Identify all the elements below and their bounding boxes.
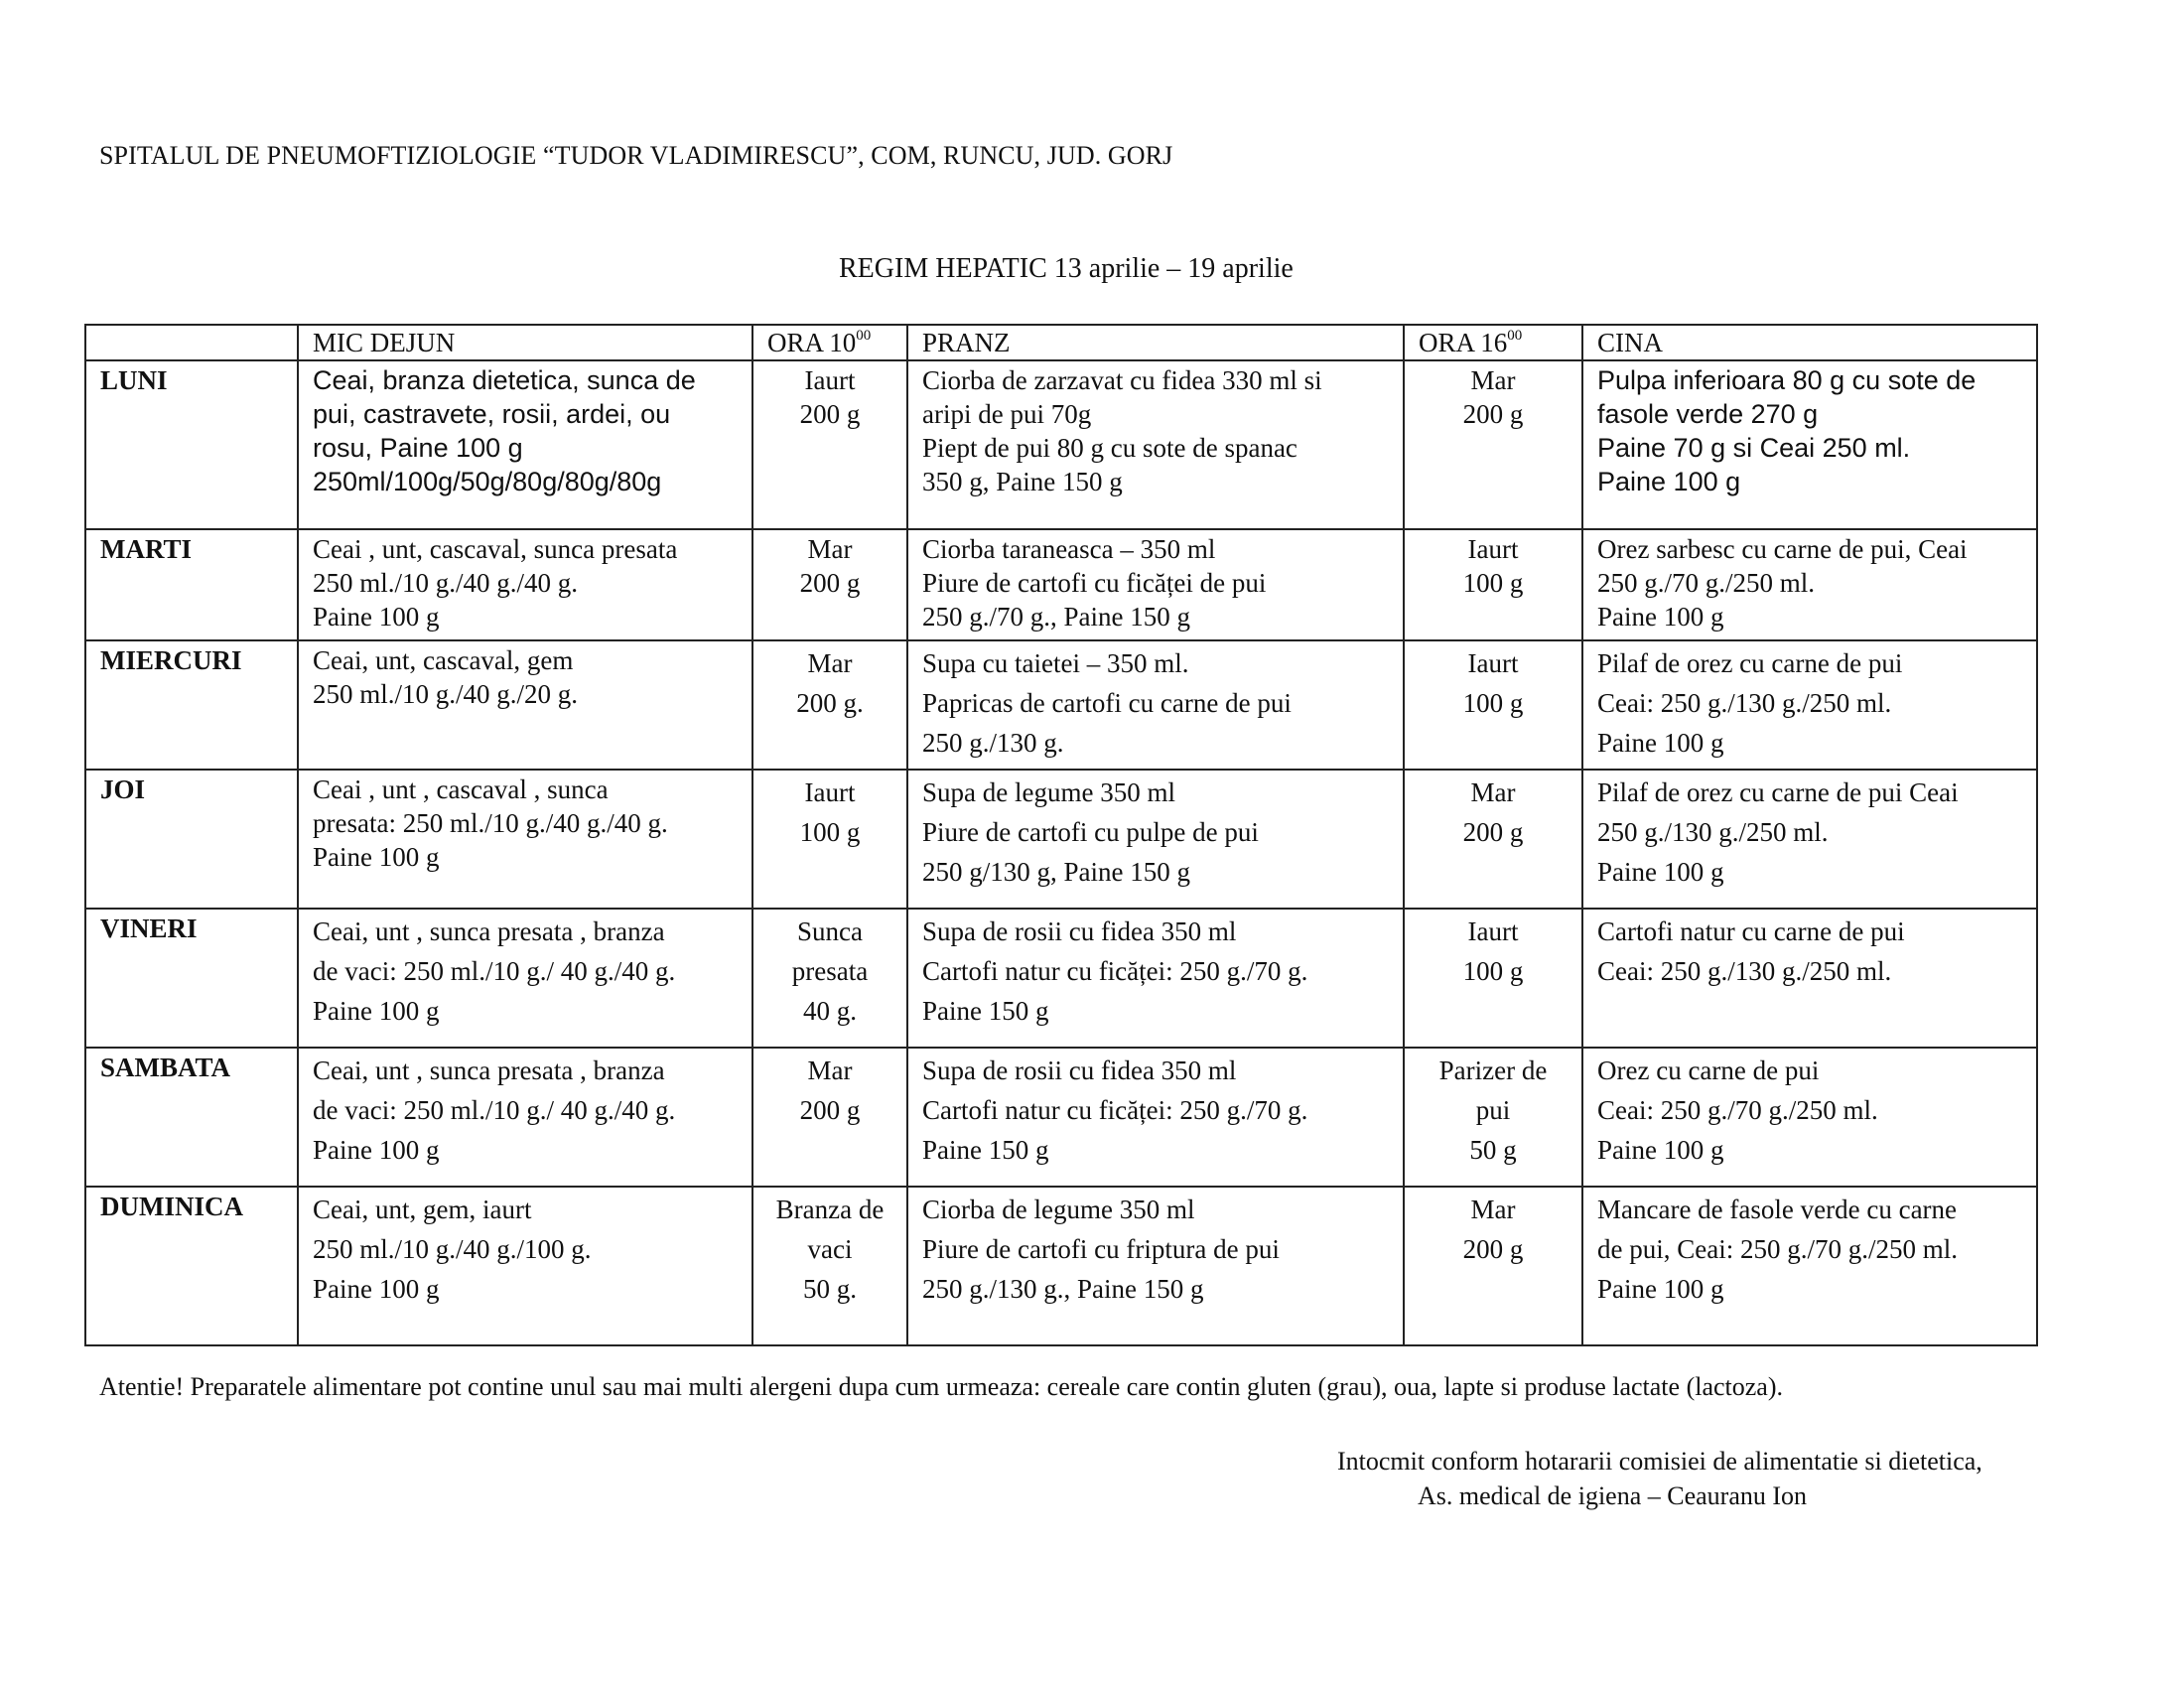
- snack2-line: Parizer de: [1438, 1055, 1548, 1085]
- breakfast-line: Ceai, unt, cascaval, gem: [313, 645, 574, 675]
- snack1-line: 200 g: [799, 1095, 861, 1125]
- dinner-line: Paine 100 g: [1597, 728, 1724, 758]
- snack2-cell: [1404, 640, 1582, 770]
- lunch-cell: [907, 640, 1404, 770]
- snack1-line: 200 g: [799, 399, 861, 429]
- lunch-line: Cartofi natur cu ficăței: 250 g./70 g.: [922, 1095, 1308, 1125]
- dinner-line: Paine 100 g: [1597, 467, 1741, 496]
- allergen-notice: Atentie! Preparatele alimentare pot contine unul sau mai multi alergeni dupa cum urmeaza: cereale care contin gluten (grau), oua, lapte si produse lactate (lactoza).: [99, 1372, 1783, 1401]
- lunch-line: Papricas de cartofi cu carne de pui: [922, 688, 1292, 718]
- lunch-line: aripi de pui 70g: [922, 399, 1092, 429]
- table-row: [85, 360, 2037, 529]
- snack2-line: 200 g: [1462, 817, 1524, 847]
- snack1-line: Sunca: [797, 916, 863, 946]
- table-row: [85, 770, 2037, 909]
- dinner-cell: [1582, 1048, 2037, 1187]
- header-lunch: PRANZ: [907, 325, 1404, 360]
- lunch-line: Supa de legume 350 ml: [922, 777, 1175, 807]
- snack2-cell: [1404, 1048, 1582, 1187]
- dinner-line: Pulpa inferioara 80 g cu sote de: [1597, 365, 1977, 395]
- table-row: [85, 909, 2037, 1048]
- day-cell: MIERCURI: [85, 640, 298, 770]
- day-cell: SAMBATA: [85, 1048, 298, 1187]
- snack1-line: 50 g.: [803, 1274, 857, 1304]
- snack2-line: 100 g: [1462, 568, 1524, 598]
- snack1-line: Mar: [807, 1055, 853, 1085]
- dinner-cell: [1582, 770, 2037, 909]
- breakfast-line: Paine 100 g: [313, 602, 440, 632]
- header-snack1: [752, 325, 907, 360]
- breakfast-cell: [298, 360, 752, 529]
- lunch-cell: [907, 360, 1404, 529]
- lunch-line: Paine 150 g: [922, 1135, 1049, 1165]
- dinner-line: Pilaf de orez cu carne de pui Ceai: [1597, 777, 1959, 807]
- breakfast-cell: [298, 770, 752, 909]
- day-cell: MARTI: [85, 529, 298, 640]
- breakfast-line: presata: 250 ml./10 g./40 g./40 g.: [313, 808, 668, 838]
- snack1-line: Mar: [807, 534, 853, 564]
- dinner-line: Paine 100 g: [1597, 602, 1724, 632]
- lunch-line: Supa de rosii cu fidea 350 ml: [922, 1055, 1237, 1085]
- breakfast-line: Ceai , unt, cascaval, sunca presata: [313, 534, 678, 564]
- snack1-cell: [752, 529, 907, 640]
- lunch-line: Paine 150 g: [922, 996, 1049, 1026]
- header-snack2-label: ORA 16: [1419, 328, 1508, 357]
- header-snack2-sup: 00: [1507, 328, 1523, 344]
- dinner-line: Paine 100 g: [1597, 1135, 1724, 1165]
- snack2-cell: [1404, 360, 1582, 529]
- page-title: REGIM HEPATIC 13 aprilie – 19 aprilie: [839, 253, 1294, 284]
- breakfast-line: Ceai, unt, gem, iaurt: [313, 1195, 532, 1224]
- snack2-line: Mar: [1470, 777, 1516, 807]
- breakfast-line: Paine 100 g: [313, 842, 440, 872]
- lunch-line: 250 g/130 g, Paine 150 g: [922, 857, 1190, 887]
- snack1-line: 200 g: [799, 568, 861, 598]
- breakfast-line: pui, castravete, rosii, ardei, ou: [313, 399, 671, 429]
- breakfast-line: de vaci: 250 ml./10 g./ 40 g./40 g.: [313, 1095, 676, 1125]
- snack2-line: 100 g: [1462, 688, 1524, 718]
- dinner-cell: [1582, 1187, 2037, 1345]
- header-dinner: CINA: [1582, 325, 2037, 360]
- dinner-line: 250 g./70 g./250 ml.: [1597, 568, 1816, 598]
- snack2-cell: [1404, 770, 1582, 909]
- lunch-cell: [907, 1187, 1404, 1345]
- header-snack1-label: ORA 10: [767, 328, 857, 357]
- lunch-line: Piept de pui 80 g cu sote de spanac: [922, 433, 1297, 463]
- snack1-line: 40 g.: [803, 996, 857, 1026]
- snack2-line: Iaurt: [1467, 916, 1519, 946]
- dinner-cell: [1582, 909, 2037, 1048]
- snack1-cell: [752, 770, 907, 909]
- snack1-cell: [752, 909, 907, 1048]
- lunch-line: 250 g./130 g., Paine 150 g: [922, 1274, 1204, 1304]
- dinner-line: Mancare de fasole verde cu carne: [1597, 1195, 1958, 1224]
- snack2-line: 100 g: [1462, 956, 1524, 986]
- lunch-line: Piure de cartofi cu friptura de pui: [922, 1234, 1280, 1264]
- hospital-name: SPITALUL DE PNEUMOFTIZIOLOGIE “TUDOR VLADIMIRESCU”, COM, RUNCU, JUD. GORJ: [99, 141, 1173, 170]
- snack1-line: Branza de: [775, 1195, 885, 1224]
- table-row: [85, 529, 2037, 640]
- day-cell: LUNI: [85, 360, 298, 529]
- dinner-line: Orez cu carne de pui: [1597, 1055, 1820, 1085]
- snack1-line: vaci: [807, 1234, 853, 1264]
- snack1-line: 200 g.: [796, 688, 864, 718]
- dinner-line: 250 g./130 g./250 ml.: [1597, 817, 1829, 847]
- snack2-line: Iaurt: [1467, 648, 1519, 678]
- table-row: [85, 1187, 2037, 1345]
- dinner-cell: [1582, 360, 2037, 529]
- dinner-line: Ceai: 250 g./130 g./250 ml.: [1597, 956, 1892, 986]
- snack1-line: Iaurt: [804, 777, 856, 807]
- breakfast-line: 250 ml./10 g./40 g./100 g.: [313, 1234, 592, 1264]
- breakfast-cell: [298, 529, 752, 640]
- breakfast-line: rosu, Paine 100 g: [313, 433, 523, 463]
- breakfast-line: 250 ml./10 g./40 g./40 g.: [313, 568, 579, 598]
- signature-line-1: Intocmit conform hotararii comisiei de alimentatie si dietetica,: [1337, 1447, 1982, 1476]
- snack1-line: Iaurt: [804, 365, 856, 395]
- snack1-cell: [752, 640, 907, 770]
- lunch-cell: [907, 770, 1404, 909]
- snack2-line: Mar: [1470, 365, 1516, 395]
- snack1-line: 100 g: [799, 817, 861, 847]
- lunch-line: Piure de cartofi cu ficăței de pui: [922, 568, 1267, 598]
- dinner-line: Paine 100 g: [1597, 857, 1724, 887]
- signature-line-2: As. medical de igiena – Ceauranu Ion: [1418, 1481, 1808, 1510]
- breakfast-line: Ceai, branza dietetica, sunca de: [313, 365, 696, 395]
- header-snack2: [1404, 325, 1582, 360]
- snack1-line: Mar: [807, 648, 853, 678]
- breakfast-line: 250 ml./10 g./40 g./20 g.: [313, 679, 579, 709]
- day-cell: DUMINICA: [85, 1187, 298, 1345]
- table-header-row: [85, 325, 2037, 360]
- header-empty-cell: [85, 325, 298, 360]
- breakfast-cell: [298, 640, 752, 770]
- lunch-line: 350 g, Paine 150 g: [922, 467, 1123, 496]
- day-cell: VINERI: [85, 909, 298, 1048]
- table-row: [85, 1048, 2037, 1187]
- dinner-line: Ceai: 250 g./130 g./250 ml.: [1597, 688, 1892, 718]
- snack1-line: presata: [791, 956, 869, 986]
- breakfast-cell: [298, 1187, 752, 1345]
- dinner-cell: [1582, 529, 2037, 640]
- snack2-line: 50 g: [1469, 1135, 1517, 1165]
- breakfast-line: 250ml/100g/50g/80g/80g/80g: [313, 467, 662, 496]
- snack1-cell: [752, 1187, 907, 1345]
- lunch-line: 250 g./130 g.: [922, 728, 1064, 758]
- lunch-line: Supa cu taietei – 350 ml.: [922, 648, 1189, 678]
- snack2-line: pui: [1475, 1095, 1511, 1125]
- breakfast-line: Ceai, unt , sunca presata , branza: [313, 916, 665, 946]
- dinner-cell: [1582, 640, 2037, 770]
- dinner-line: Pilaf de orez cu carne de pui: [1597, 648, 1903, 678]
- menu-table: [84, 324, 2038, 1346]
- snack2-line: 200 g: [1462, 399, 1524, 429]
- day-cell: JOI: [85, 770, 298, 909]
- breakfast-line: Ceai, unt , sunca presata , branza: [313, 1055, 665, 1085]
- dinner-line: Cartofi natur cu carne de pui: [1597, 916, 1905, 946]
- lunch-cell: [907, 909, 1404, 1048]
- breakfast-line: de vaci: 250 ml./10 g./ 40 g./40 g.: [313, 956, 676, 986]
- dinner-line: Paine 70 g si Ceai 250 ml.: [1597, 433, 1911, 463]
- header-snack1-sup: 00: [856, 328, 872, 344]
- breakfast-line: Ceai , unt , cascaval , sunca: [313, 774, 609, 804]
- dinner-line: Paine 100 g: [1597, 1274, 1724, 1304]
- snack2-line: Mar: [1470, 1195, 1516, 1224]
- lunch-line: Supa de rosii cu fidea 350 ml: [922, 916, 1237, 946]
- snack2-cell: [1404, 1187, 1582, 1345]
- lunch-cell: [907, 529, 1404, 640]
- snack1-cell: [752, 360, 907, 529]
- breakfast-cell: [298, 909, 752, 1048]
- table-row: [85, 640, 2037, 770]
- lunch-line: Ciorba taraneasca – 350 ml: [922, 534, 1216, 564]
- lunch-cell: [907, 1048, 1404, 1187]
- breakfast-line: Paine 100 g: [313, 1135, 440, 1165]
- snack2-cell: [1404, 529, 1582, 640]
- dinner-line: Ceai: 250 g./70 g./250 ml.: [1597, 1095, 1878, 1125]
- lunch-line: Cartofi natur cu ficăței: 250 g./70 g.: [922, 956, 1308, 986]
- snack2-line: 200 g: [1462, 1234, 1524, 1264]
- breakfast-cell: [298, 1048, 752, 1187]
- dinner-line: de pui, Ceai: 250 g./70 g./250 ml.: [1597, 1234, 1958, 1264]
- dinner-line: Orez sarbesc cu carne de pui, Ceai: [1597, 534, 1968, 564]
- snack2-line: Iaurt: [1467, 534, 1519, 564]
- snack1-cell: [752, 1048, 907, 1187]
- lunch-line: Ciorba de zarzavat cu fidea 330 ml si: [922, 365, 1322, 395]
- lunch-line: Piure de cartofi cu pulpe de pui: [922, 817, 1259, 847]
- snack2-cell: [1404, 909, 1582, 1048]
- breakfast-line: Paine 100 g: [313, 1274, 440, 1304]
- breakfast-line: Paine 100 g: [313, 996, 440, 1026]
- lunch-line: 250 g./70 g., Paine 150 g: [922, 602, 1190, 632]
- dinner-line: fasole verde 270 g: [1597, 399, 1819, 429]
- lunch-line: Ciorba de legume 350 ml: [922, 1195, 1195, 1224]
- header-breakfast: MIC DEJUN: [298, 325, 752, 360]
